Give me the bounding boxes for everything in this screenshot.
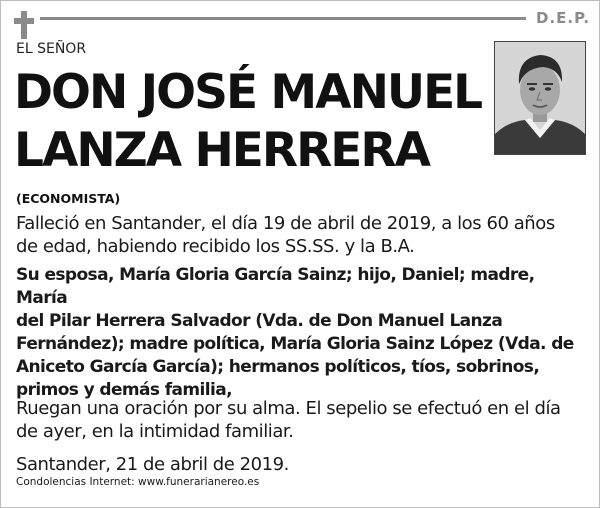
death-line: de edad, habiendo recibido los SS.SS. y la B.A.: [16, 236, 415, 257]
family-line: Su esposa, María Gloria García Sainz; hijo, Daniel; madre, María: [16, 265, 535, 308]
deceased-name-line-2: LANZA HERRERA: [14, 123, 429, 178]
honorific-prefix: EL SEÑOR: [16, 41, 87, 57]
family-line: del Pilar Herrera Salvador (Vda. de Don Manuel Lanza: [16, 311, 503, 331]
prayer-line: de ayer, en la intimidad familiar.: [16, 421, 294, 442]
prayer-line: Ruegan una oración por su alma. El sepelio se efectuó en el día: [16, 398, 561, 419]
deceased-portrait: [494, 41, 586, 155]
deceased-name-line-1: DON JOSÉ MANUEL: [14, 65, 482, 120]
header-rule: [40, 17, 526, 20]
condolences-link-text: Condolencias Internet: www.funerarianereo.es: [16, 476, 260, 488]
place-and-date: Santander, 21 de abril de 2019.: [16, 454, 289, 475]
family-mourners: [16, 264, 586, 402]
deceased-name: [14, 64, 481, 180]
family-line: Fernández); madre política, María Gloria Sainz López (Vda. de: [16, 334, 574, 354]
profession: (ECONOMISTA): [16, 191, 121, 206]
death-announcement: [16, 212, 586, 258]
dep-label: D.E.P.: [536, 9, 591, 27]
latin-cross-icon: [14, 11, 34, 39]
prayer-request: [16, 397, 586, 443]
family-line: primos y demás familia,: [16, 380, 232, 400]
family-line: Aniceto García García); hermanos políticos, tíos, sobrinos,: [16, 357, 540, 377]
death-line: Falleció en Santander, el día 19 de abril de 2019, a los 60 años: [16, 213, 555, 234]
